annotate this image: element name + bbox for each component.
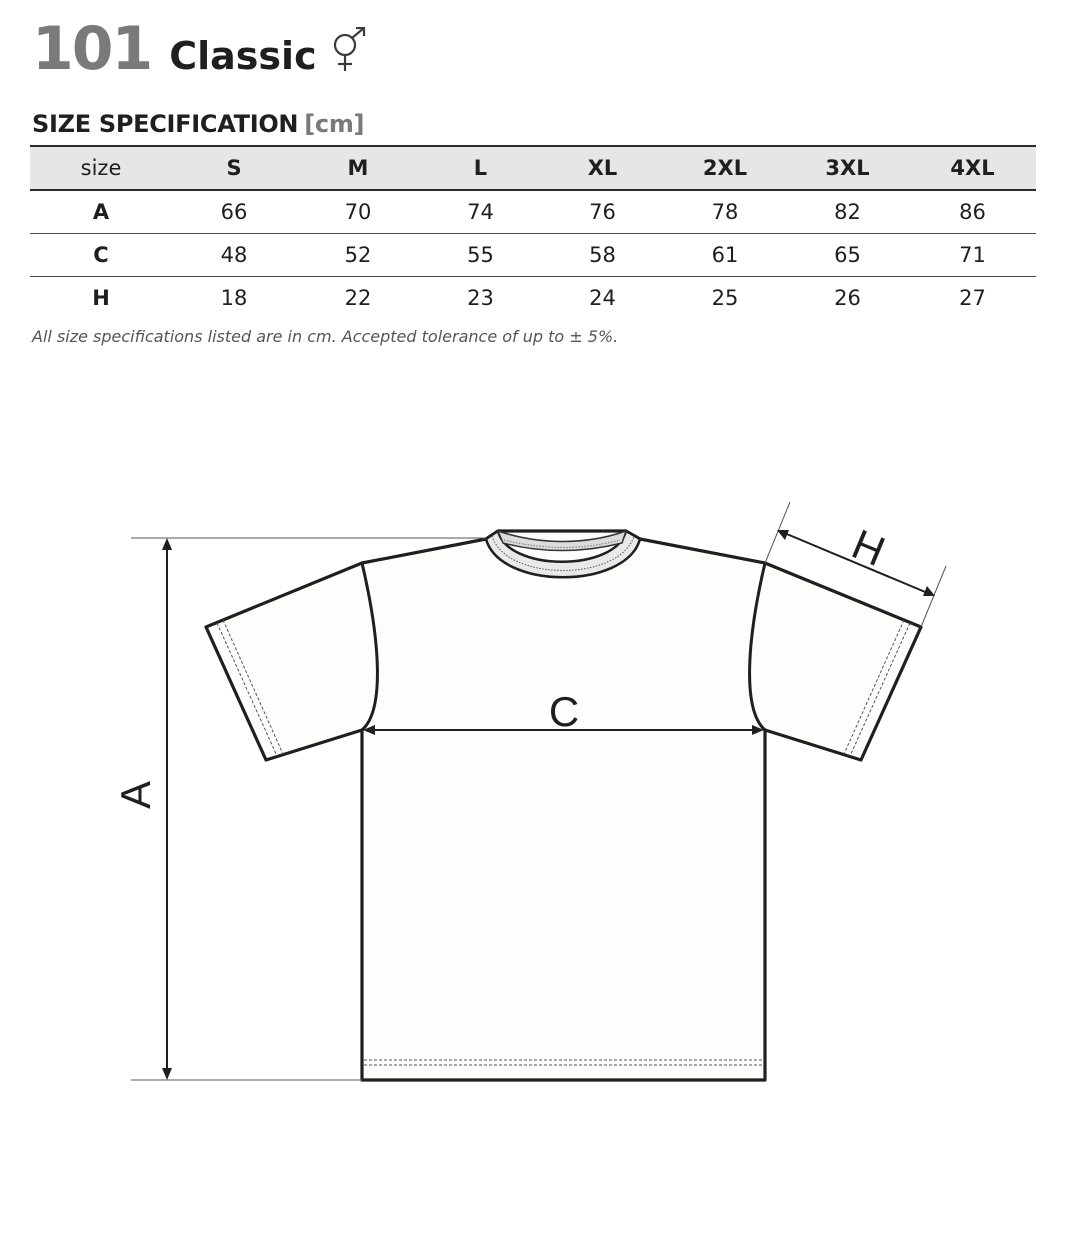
table-cell: 70 <box>344 199 372 224</box>
dimension-a-arrow-bottom <box>162 1068 172 1080</box>
model-name: Classic <box>169 34 317 78</box>
size-column-header: 2XL <box>702 156 748 180</box>
table-cell: 71 <box>959 242 986 267</box>
size-column-header: S <box>226 156 242 180</box>
table-cell: 65 <box>834 242 861 267</box>
table-row <box>30 276 1036 319</box>
table-cell: 18 <box>220 285 248 310</box>
table-cell: 26 <box>834 285 861 310</box>
size-column-header: 4XL <box>950 156 995 180</box>
dimension-h-label: H <box>845 520 892 576</box>
table-row <box>30 233 1036 276</box>
product-header <box>32 14 371 84</box>
row-label: H <box>92 285 110 310</box>
table-cell: 27 <box>959 285 986 310</box>
row-label: A <box>92 199 110 224</box>
unisex-symbol-icon <box>327 27 371 75</box>
size-column-header: XL <box>587 156 618 180</box>
table-cell: 55 <box>467 242 494 267</box>
size-spec-unit: [cm] <box>304 110 365 138</box>
tshirt-measurement-diagram <box>0 480 1082 1120</box>
table-cell: 48 <box>220 242 248 267</box>
table-cell: 58 <box>589 242 616 267</box>
size-spec-title <box>32 110 364 138</box>
table-cell: 61 <box>711 242 739 267</box>
size-column-header: 3XL <box>825 156 870 180</box>
size-column-header: L <box>473 156 488 180</box>
dimension-h-extension <box>921 566 946 627</box>
table-cell: 76 <box>589 199 616 224</box>
size-column-header: M <box>347 156 369 180</box>
table-cell: 78 <box>711 199 739 224</box>
dimension-a-label: A <box>112 780 159 810</box>
dimension-a-arrow-top <box>162 538 172 550</box>
table-cell: 23 <box>467 285 494 310</box>
size-spec-title-text: SIZE SPECIFICATION <box>32 110 299 138</box>
table-cell: 25 <box>711 285 739 310</box>
table-cell: 74 <box>467 199 494 224</box>
size-header-label: size <box>80 156 122 180</box>
model-number: 101 <box>32 14 152 84</box>
table-cell: 66 <box>220 199 248 224</box>
table-cell: 22 <box>344 285 372 310</box>
table-cell: 86 <box>959 199 986 224</box>
size-table-header-row <box>30 146 1036 190</box>
size-table <box>30 145 1036 319</box>
dimension-c-label: C <box>548 688 580 735</box>
table-cell: 52 <box>344 242 372 267</box>
tshirt-outline <box>206 531 921 1080</box>
tolerance-note: All size specifications listed are in cm. Accepted tolerance of up to ± 5%. <box>32 327 619 346</box>
table-cell: 82 <box>834 199 861 224</box>
table-cell: 24 <box>589 285 616 310</box>
table-row <box>30 190 1036 233</box>
row-label: C <box>93 242 109 267</box>
